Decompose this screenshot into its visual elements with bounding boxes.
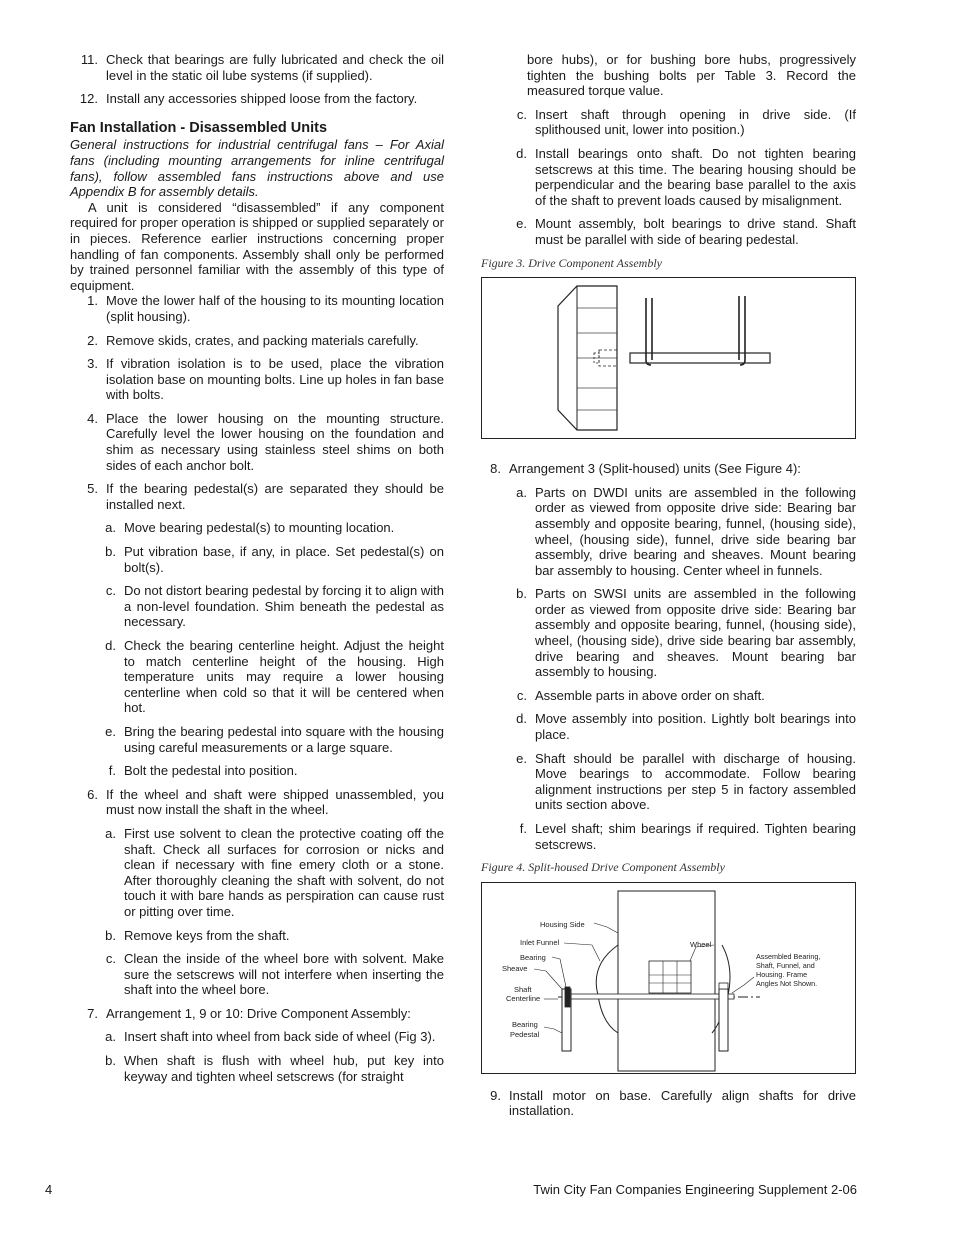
sub-item-text: Assemble parts in above order on shaft. bbox=[535, 687, 765, 703]
sub-item-letter: b. bbox=[105, 544, 116, 560]
list-item bbox=[481, 461, 856, 477]
sub-item-letter: d. bbox=[516, 711, 527, 727]
list-item bbox=[70, 52, 444, 83]
sub-item-text: Level shaft; shim bearings if required. Tighten bearing setscrews. bbox=[535, 821, 856, 852]
sub-item-letter: f. bbox=[519, 821, 527, 836]
label-sheave: Sheave bbox=[502, 963, 528, 973]
label-bearing-pedestal-2: Pedestal bbox=[510, 1029, 540, 1039]
sub-item-text: Move bearing pedestal(s) to mounting location. bbox=[124, 520, 395, 536]
item-number: 8. bbox=[490, 461, 501, 477]
sub-item-text: Remove keys from the shaft. bbox=[124, 927, 290, 943]
list-item bbox=[78, 787, 444, 818]
item-number: 5. bbox=[87, 481, 98, 497]
left-column bbox=[70, 52, 444, 1092]
figure4-drawing bbox=[482, 883, 854, 1072]
sub-item bbox=[98, 544, 444, 575]
sub-item bbox=[509, 216, 856, 247]
sub-item-letter: c. bbox=[105, 951, 116, 967]
figure4-box bbox=[481, 882, 856, 1074]
sub-item-letter: b. bbox=[105, 927, 116, 943]
item-text: Arrangement 3 (Split-housed) units (See Figure 4): bbox=[509, 461, 801, 477]
item-number: 6. bbox=[87, 786, 98, 802]
sub-item-letter: b. bbox=[516, 586, 527, 602]
list-item bbox=[78, 333, 444, 349]
item-text: Install any accessories shipped loose from the factory. bbox=[106, 91, 418, 107]
sub-item bbox=[509, 146, 856, 208]
sub-item bbox=[98, 928, 444, 944]
figure3-box bbox=[481, 277, 856, 439]
list-item bbox=[78, 293, 444, 324]
sub-item bbox=[509, 586, 856, 680]
list-item bbox=[78, 411, 444, 473]
sub-item bbox=[98, 520, 444, 536]
item-number: 12. bbox=[79, 91, 98, 107]
list-item bbox=[481, 1088, 856, 1119]
sub-item-letter: c. bbox=[105, 583, 116, 599]
label-bearing-pedestal-1: Bearing bbox=[512, 1019, 538, 1029]
sub-item-text: Check the bearing centerline height. Adjust the height to match centerline height of the housing. High temperature units may require a lower housing centerline when cold so that it will be centered when hot. bbox=[124, 638, 444, 716]
section-paragraph: A unit is considered “disassembled” if any component required for proper operation is shipped or supplied separately or in pieces. Reference earlier instructions concerning proper handling of fan components. Assembly shall only be performed by trained personnel familiar with the assembly of this type of equipment. bbox=[70, 199, 444, 293]
label-bearing: Bearing bbox=[520, 952, 546, 962]
sub-item bbox=[98, 724, 444, 755]
list-item bbox=[78, 1006, 444, 1022]
item-number: 11. bbox=[80, 52, 98, 67]
note-line-4: Angles Not Shown. bbox=[756, 978, 818, 988]
sub-item-letter: c. bbox=[516, 687, 527, 703]
item-number: 3. bbox=[87, 356, 98, 372]
item-number: 1. bbox=[87, 293, 98, 309]
sub-item-letter: a. bbox=[105, 520, 116, 536]
section-intro: General instructions for industrial centrifugal fans – For Axial fans (including mounting arrangements for inline centrifugal fans), follow assembled fans instructions above and use Appendix B for assembly details. bbox=[70, 137, 444, 200]
sub-item-text: First use solvent to clean the protective coating off the shaft. Check all surfaces for corrosion or nicks and clean if necessary with fine emery cloth or a stone. After thoroughly cleaning the shaft with solvent, do not touch it with bare hands as perspiration can cause rust or pitting over time. bbox=[124, 825, 444, 919]
sub-item-text: Do not distort bearing pedestal by forcing it to align with a non-level foundation. Shim beneath the pedestal as necessary. bbox=[124, 583, 444, 630]
sub-item-letter: b. bbox=[105, 1053, 116, 1069]
note-line-1: Assembled Bearing, bbox=[756, 951, 821, 961]
item-number: 2. bbox=[87, 332, 98, 348]
sub-item-text: When shaft is flush with wheel hub, put key into keyway and tighten wheel setscrews (for straight bbox=[124, 1053, 444, 1084]
sub-item bbox=[98, 1053, 444, 1084]
sub-item-text: Insert shaft through opening in drive side. (If splithoused unit, lower into position.) bbox=[535, 106, 856, 138]
label-centerline: Centerline bbox=[506, 993, 541, 1003]
label-housing-side: Housing Side bbox=[540, 919, 585, 929]
sub-item-text: Bring the bearing pedestal into square with the housing using careful measurements or a large square. bbox=[124, 723, 444, 755]
page-number: 4 bbox=[45, 1182, 53, 1197]
figure4-caption: Figure 4. Split-housed Drive Component Assembly bbox=[481, 860, 725, 875]
sub-item bbox=[509, 688, 856, 704]
item-text: Place the lower housing on the mounting structure. Carefully level the lower housing on the foundation and shim as necessary using stainless steel shims on both sides of each anchor bolt. bbox=[106, 410, 444, 473]
sub-item-text: Move assembly into position. Lightly bolt bearings into place. bbox=[535, 711, 856, 743]
sub-item-text: Insert shaft into wheel from back side of wheel (Fig 3). bbox=[124, 1029, 436, 1045]
continued-text: bore hubs), or for bushing bore hubs, progressively tighten the bushing bolts per Table 3. Record the measured torque value. bbox=[527, 52, 856, 99]
sub-item bbox=[509, 821, 856, 852]
sub-item-text: Shaft should be parallel with discharge of housing. Move bearings to accommodate. Follow bearing alignment instructions per step 5 in factory assembled units section above. bbox=[535, 750, 856, 813]
sub-item-letter: a. bbox=[105, 1029, 116, 1045]
item-number: 4. bbox=[87, 410, 98, 426]
item-text: Arrangement 1, 9 or 10: Drive Component Assembly: bbox=[106, 1005, 411, 1021]
sub-item-letter: d. bbox=[105, 638, 116, 653]
item-text: If the wheel and shaft were shipped unassembled, you must now install the shaft in the wheel. bbox=[106, 786, 444, 818]
sub-item-letter: e. bbox=[516, 216, 527, 232]
sub-item-letter: e. bbox=[516, 750, 527, 766]
note-line-2: Shaft, Funnel, and bbox=[756, 960, 815, 970]
sub-item bbox=[98, 1029, 444, 1045]
sub-item-text: Parts on DWDI units are assembled in the following order as viewed from opposite drive side: Bearing bar assembly and opposite bearing, funnel, (housing side), wheel, (housing side), funnel, drive side bearing bar assembly, drive bearing and sheaves. Mount bearing bar assembly to housing. Center wheel in funnels. bbox=[535, 484, 856, 578]
label-shaft: Shaft bbox=[514, 984, 532, 994]
item-number: 9. bbox=[490, 1087, 501, 1103]
sub-item-text: Parts on SWSI units are assembled in the following order as viewed from opposite drive side: Bearing bar assembly and opposite bearing, funnel, (housing side), wheel, (housing side), drive side bearing bar assembly, drive bearing and sheaves. Mount bearing bar assembly to housing. bbox=[535, 586, 856, 680]
sub-item-text: Mount assembly, bolt bearings to drive stand. Shaft must be parallel with side of bearing pedestal. bbox=[535, 216, 856, 247]
figure3-drawing bbox=[482, 278, 854, 437]
item-text: Install motor on base. Carefully align shafts for drive installation. bbox=[509, 1087, 856, 1119]
sub-item-text: Put vibration base, if any, in place. Set pedestal(s) on bolt(s). bbox=[124, 544, 444, 575]
list-item bbox=[78, 356, 444, 403]
note-line-3: Housing. Frame bbox=[756, 969, 808, 979]
right-column bbox=[481, 52, 856, 1127]
label-wheel: Wheel bbox=[690, 939, 712, 949]
item-text: If the bearing pedestal(s) are separated they should be installed next. bbox=[106, 481, 444, 512]
sub-item bbox=[98, 951, 444, 998]
sub-item-text: Install bearings onto shaft. Do not tighten bearing setscrews at this time. The bearing housing should be perpendicular and the bearing base parallel to the axis of the shaft to prevent loads caused by misalignment. bbox=[535, 145, 856, 208]
sub-item-letter: f. bbox=[108, 763, 116, 779]
sub-item bbox=[98, 638, 444, 716]
section-heading: Fan Installation - Disassembled Units bbox=[70, 119, 328, 136]
sub-item bbox=[509, 751, 856, 813]
figure3-caption: Figure 3. Drive Component Assembly bbox=[481, 255, 662, 270]
label-inlet-funnel: Inlet Funnel bbox=[520, 937, 560, 947]
sub-item bbox=[509, 107, 856, 138]
sub-item bbox=[509, 711, 856, 742]
sub-item-letter: c. bbox=[516, 106, 527, 122]
item-text: Remove skids, crates, and packing materials carefully. bbox=[106, 332, 419, 348]
item-text: If vibration isolation is to be used, place the vibration isolation base on mounting bolts. Line up holes in fan base with bolts. bbox=[106, 356, 444, 403]
list-item bbox=[70, 91, 444, 107]
sub-item-text: Bolt the pedestal into position. bbox=[124, 763, 298, 779]
sub-item-letter: a. bbox=[516, 484, 527, 500]
item-number: 7. bbox=[87, 1005, 98, 1021]
sub-item-letter: d. bbox=[516, 145, 527, 161]
sub-item-letter: e. bbox=[105, 723, 116, 739]
sub-item-text: Clean the inside of the wheel bore with solvent. Make sure the setscrews will not interfere when inserting the shaft into the wheel bore. bbox=[124, 951, 444, 998]
footer-title: Twin City Fan Companies Engineering Supplement 2-06 bbox=[533, 1182, 857, 1197]
sub-item bbox=[98, 583, 444, 630]
sub-item bbox=[98, 763, 444, 779]
item-text: Move the lower half of the housing to its mounting location (split housing). bbox=[106, 293, 444, 324]
sub-item-letter: a. bbox=[105, 825, 116, 841]
sub-item bbox=[98, 826, 444, 920]
sub-item bbox=[509, 485, 856, 579]
list-item bbox=[78, 481, 444, 512]
item-text: Check that bearings are fully lubricated and check the oil level in the static oil lube systems (if supplied). bbox=[106, 52, 444, 83]
